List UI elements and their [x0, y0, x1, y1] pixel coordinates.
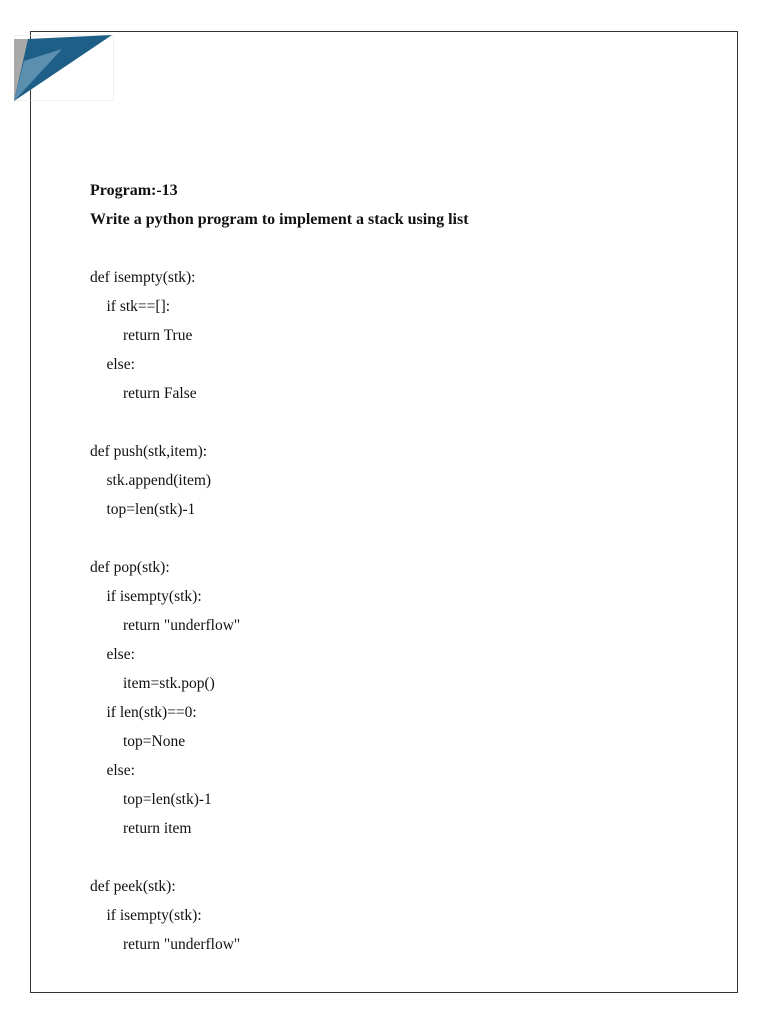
code-line: top=len(stk)-1: [123, 791, 212, 808]
code-line: else:: [106, 762, 135, 779]
code-line: return item: [123, 820, 192, 837]
code-line: else:: [106, 646, 135, 663]
code-line: if stk==[]:: [106, 298, 171, 315]
blank-line: [90, 848, 240, 877]
code-line: if isempty(stk):: [106, 588, 202, 605]
blank-line: [90, 413, 240, 442]
code-line: def peek(stk):: [90, 878, 176, 895]
code-line: stk.append(item): [106, 472, 212, 489]
code-line: def push(stk,item):: [90, 443, 208, 460]
code-line: if isempty(stk):: [106, 907, 202, 924]
code-line: return "underflow": [123, 936, 241, 953]
code-line: top=len(stk)-1: [106, 501, 196, 518]
code-line: def isempty(stk):: [90, 269, 196, 286]
code-line: return False: [123, 385, 197, 402]
code-listing: [90, 268, 240, 964]
code-line: else:: [106, 356, 135, 373]
code-line: return True: [123, 327, 193, 344]
blank-line: [90, 529, 240, 558]
program-label: Program:-13: [90, 182, 178, 199]
page-corner-logo-icon: [14, 35, 114, 101]
code-line: item=stk.pop(): [123, 675, 215, 692]
code-line: if len(stk)==0:: [106, 704, 197, 721]
code-line: top=None: [123, 733, 186, 750]
document-title: Write a python program to implement a stack using list: [90, 211, 469, 228]
code-line: return "underflow": [123, 617, 241, 634]
code-line: def pop(stk):: [90, 559, 170, 576]
